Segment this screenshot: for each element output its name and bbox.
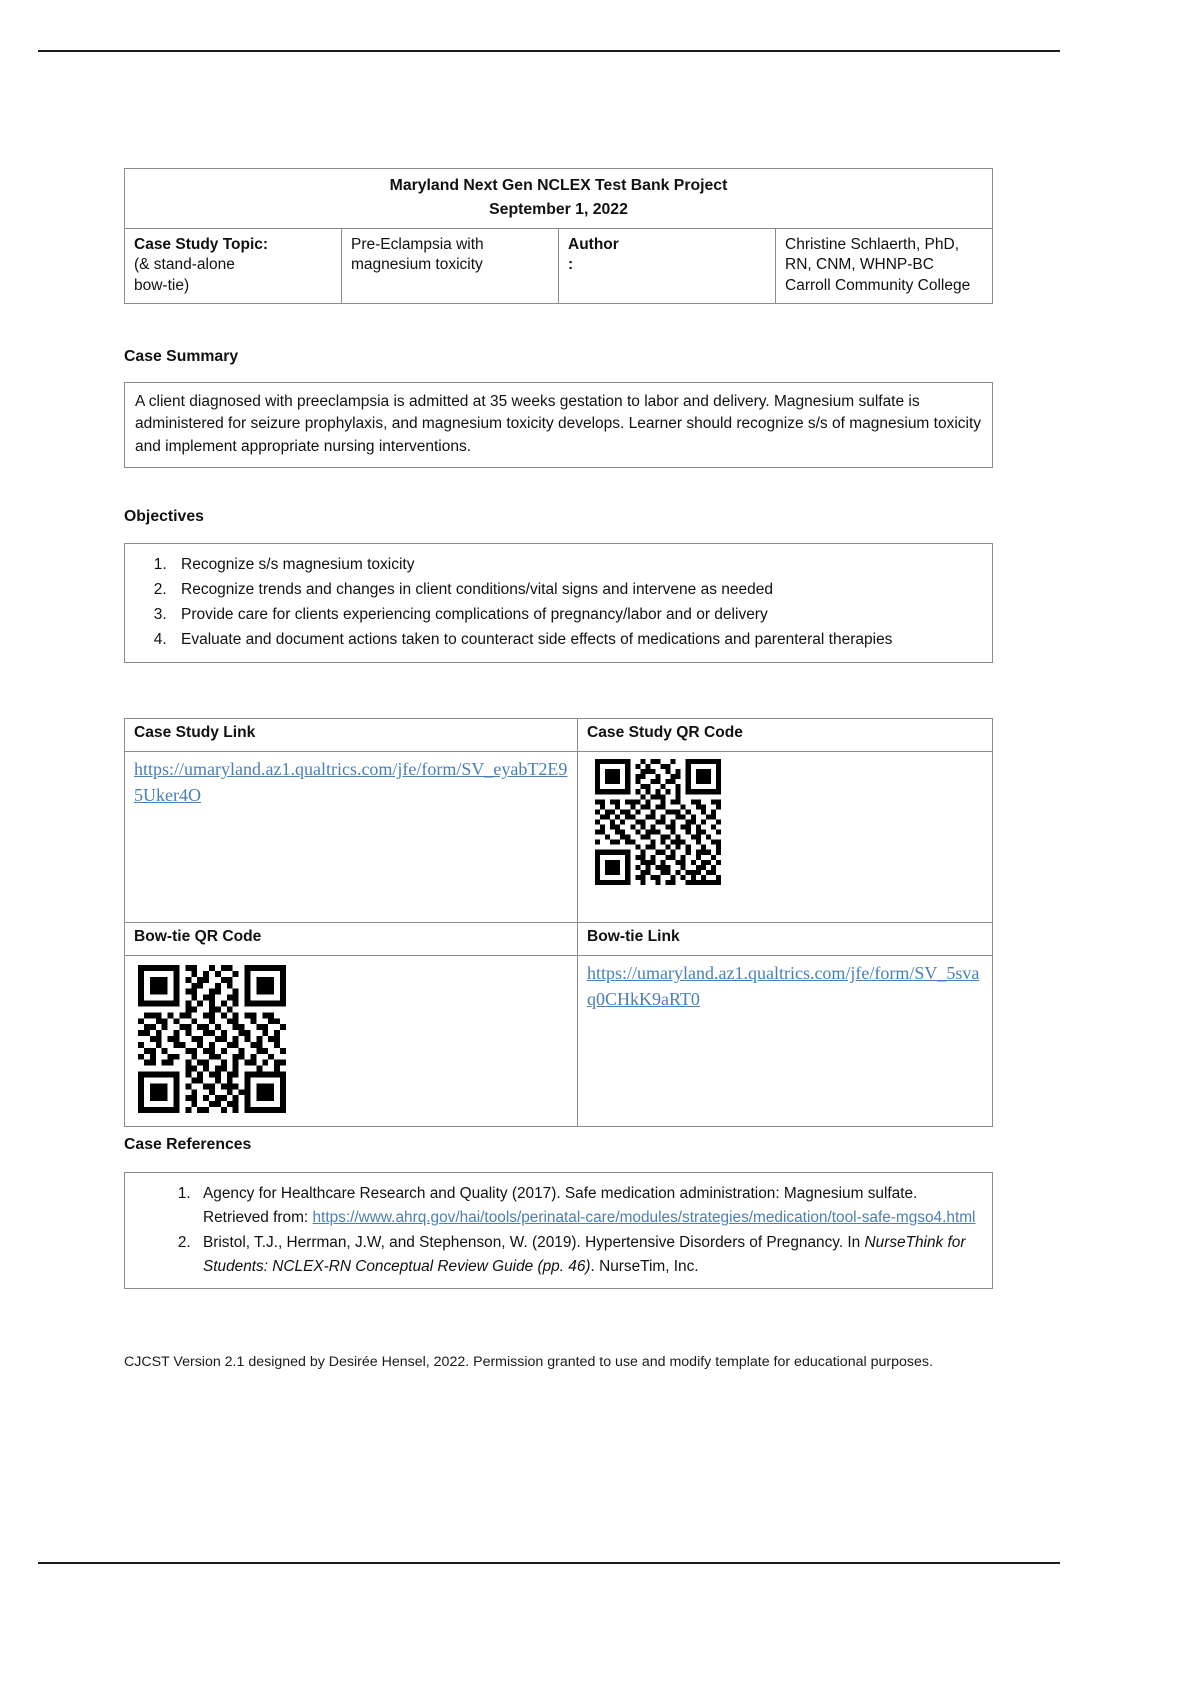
footer-note: CJCST Version 2.1 designed by Desirée Hensel, 2022. Permission granted to use and modify template for educational purposes. <box>124 1354 933 1370</box>
case-study-topic-label-line2: (& stand-alone <box>134 256 235 274</box>
bowtie-link-heading: Bow-tie Link <box>578 923 993 956</box>
case-references-box <box>124 1172 993 1289</box>
qr-code-graphic <box>138 965 286 1113</box>
objectives-heading: Objectives <box>124 508 204 525</box>
case-study-link-heading: Case Study Link <box>125 719 578 752</box>
project-title: Maryland Next Gen NCLEX Test Bank Project <box>125 169 993 200</box>
objectives-list <box>127 552 982 652</box>
case-references-heading: Case References <box>124 1136 252 1153</box>
table-row <box>125 752 993 923</box>
case-info-table <box>124 168 993 304</box>
list-item: 1. Recognize s/s magnesium toxicity <box>171 552 982 577</box>
author-label-line2: : <box>568 256 574 274</box>
links-qr-table <box>124 718 993 1127</box>
case-summary-heading: Case Summary <box>124 348 239 365</box>
case-study-qr-heading: Case Study QR Code <box>578 719 993 752</box>
author-label-line1: Author <box>568 235 619 253</box>
case-study-link-cell <box>125 752 578 923</box>
objectives-box <box>124 543 993 663</box>
table-row <box>125 169 993 200</box>
case-summary-box: A client diagnosed with preeclampsia is admitted at 35 weeks gestation to labor and delivery. Magnesium sulfate is administered for seizure prophylaxis, and magnesium toxicity develops. Learner should recognize s/s of magnesium toxicity and implement appropriate nursing interventions. <box>124 382 993 468</box>
bow-tie-qr-code <box>138 965 568 1113</box>
table-row <box>125 923 993 956</box>
case-study-link[interactable]: https://umaryland.az1.qualtrics.com/jfe/form/SV_eyabT2E95Uker4O <box>134 759 568 805</box>
bow-tie-link[interactable]: https://umaryland.az1.qualtrics.com/jfe/form/SV_5svaq0CHkK9aRT0 <box>587 963 980 1009</box>
case-study-topic-value: Pre-Eclampsia with magnesium toxicity <box>342 228 559 303</box>
page-top-rule <box>38 50 1060 52</box>
table-row <box>125 200 993 228</box>
table-row <box>125 956 993 1127</box>
author-name: Christine Schlaerth, PhD, RN, CNM, WHNP-BC <box>785 235 960 274</box>
qr-code-graphic <box>595 759 721 885</box>
case-references-list <box>127 1182 982 1279</box>
case-study-topic-label-cell <box>125 228 342 303</box>
list-item <box>195 1182 982 1231</box>
links-qr-section <box>124 718 993 1127</box>
reference-1-link[interactable]: https://www.ahrq.gov/hai/tools/perinatal-care/modules/strategies/medication/tool-safe-mgso4.html <box>312 1209 976 1227</box>
author-value-cell <box>776 228 993 303</box>
case-study-qr-code <box>595 759 983 885</box>
bowtie-link-cell <box>578 956 993 1127</box>
list-item <box>195 1231 982 1280</box>
list-item: 3. Provide care for clients experiencing complications of pregnancy/labor and or delivery <box>171 602 982 627</box>
author-label-cell <box>559 228 776 303</box>
list-item: 4. Evaluate and document actions taken to counteract side effects of medications and parenteral therapies <box>171 627 982 652</box>
case-study-qr-cell <box>578 752 993 923</box>
bowtie-qr-cell <box>125 956 578 1127</box>
document-content <box>124 168 993 1370</box>
table-row <box>125 228 993 303</box>
reference-2-text-after: . NurseTim, Inc. <box>590 1257 699 1275</box>
case-summary-section <box>124 348 993 468</box>
bowtie-qr-heading: Bow-tie QR Code <box>125 923 578 956</box>
case-study-topic-label-line1: Case Study Topic: <box>134 235 269 253</box>
objectives-section <box>124 508 993 663</box>
reference-2-text-before: Bristol, T.J., Herrman, J.W, and Stephenson, W. (2019). Hypertensive Disorders of Pregnancy. In <box>203 1233 865 1251</box>
table-row <box>125 719 993 752</box>
reference-2-title: NurseThink for Students: NCLEX-RN Conceptual Review Guide (pp. 46) <box>203 1233 966 1275</box>
project-date: September 1, 2022 <box>125 200 993 228</box>
case-study-topic-label-line3: bow-tie) <box>134 276 190 294</box>
case-references-section <box>124 1136 993 1289</box>
reference-1-text: Agency for Healthcare Research and Quality (2017). Safe medication administration: Magnesium sulfate. Retrieved from: <box>203 1185 918 1227</box>
list-item: 2. Recognize trends and changes in client conditions/vital signs and intervene as needed <box>171 577 982 602</box>
page-bottom-rule <box>38 1562 1060 1564</box>
author-institution: Carroll Community College <box>785 276 971 294</box>
